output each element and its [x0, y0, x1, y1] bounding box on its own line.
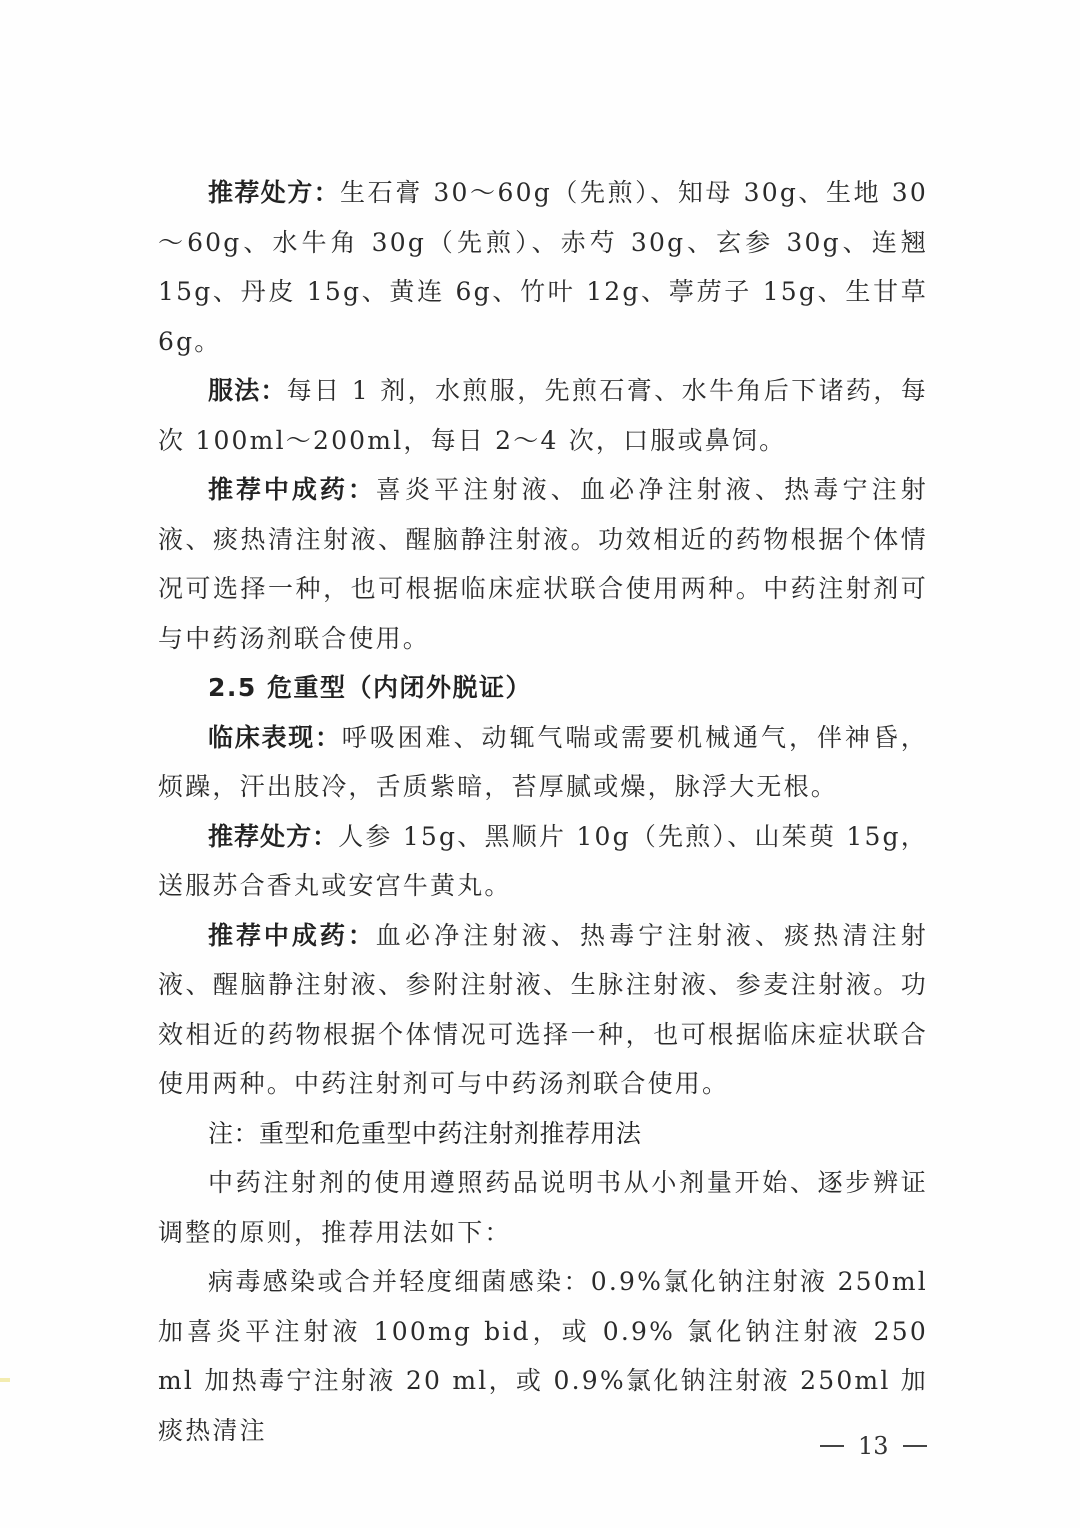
critical-patent-medicine-text: 血必净注射液、热毒宁注射液、痰热清注射液、醒脑静注射液、参附注射液、生脉注射液、参麦注射液。功效相近的药物根据个体情况可选择一种，也可根据临床症状联合使用两种。中药注射剂可与中药汤剂联合使用。	[158, 920, 928, 1098]
note-heading: 注：重型和危重型中药注射剂推荐用法	[208, 1118, 642, 1148]
clinical-manifestation-text: 呼吸困难、动辄气喘或需要机械通气，伴神昏，烦躁，汗出肢冷，舌质紫暗，苔厚腻或燥，脉浮大无根。	[158, 722, 928, 801]
page-number	[820, 1432, 940, 1460]
label-critical-prescription: 推荐处方：	[208, 821, 339, 851]
prescription-text: 生石膏 30～60g（先煎）、知母 30g、生地 30～60g、水牛角 30g（先煎）、赤芍 30g、玄参 30g、连翘 15g、丹皮 15g、黄连 6g、竹叶 12g、葶苈子 15g、生甘草 6g。	[158, 178, 928, 356]
label-critical-patent-medicine: 推荐中成药：	[208, 920, 376, 950]
paragraph-clinical-manifestation	[158, 713, 928, 812]
right-dash-decoration	[903, 1445, 927, 1447]
paragraph-critical-prescription	[158, 812, 928, 911]
paragraph-administration	[158, 366, 928, 465]
left-dash-decoration	[820, 1445, 844, 1447]
label-patent-medicine: 推荐中成药：	[208, 475, 376, 504]
paragraph-injection-usage: 病毒感染或合并轻度细菌感染：0.9%氯化钠注射液 250ml 加喜炎平注射液 100mg bid，或 0.9% 氯化钠注射液 250 ml 加热毒宁注射液 20 ml，或 0.9%氯化钠注射液 250ml 加痰热清注	[158, 1267, 928, 1445]
patent-medicine-text: 喜炎平注射液、血必净注射液、热毒宁注射液、痰热清注射液、醒脑静注射液。功效相近的药物根据个体情况可选择一种，也可根据临床症状联合使用两种。中药注射剂可与中药汤剂联合使用。	[158, 475, 928, 653]
administration-text: 每日 1 剂，水煎服，先煎石膏、水牛角后下诸药，每次 100ml～200ml，每日 2～4 次，口服或鼻饲。	[158, 376, 928, 455]
document-body	[158, 168, 928, 1455]
critical-prescription-text: 人参 15g、黑顺片 10g（先煎）、山茱萸 15g，送服苏合香丸或安宫牛黄丸。	[158, 821, 928, 900]
paragraph-prescription	[158, 168, 928, 366]
label-prescription: 推荐处方：	[208, 178, 340, 207]
paragraph-critical-patent-medicine	[158, 911, 928, 1109]
paragraph-injection-principle: 中药注射剂的使用遵照药品说明书从小剂量开始、逐步辨证调整的原则，推荐用法如下：	[158, 1168, 928, 1247]
page-number-value: 13	[858, 1432, 889, 1460]
label-clinical-manifestation: 临床表现：	[208, 722, 342, 752]
paragraph-patent-medicine	[158, 465, 928, 663]
section-heading-critical-type: 2.5 危重型（内闭外脱证）	[208, 673, 532, 702]
label-administration: 服法：	[208, 376, 287, 405]
scan-edge-mark	[0, 1378, 10, 1382]
